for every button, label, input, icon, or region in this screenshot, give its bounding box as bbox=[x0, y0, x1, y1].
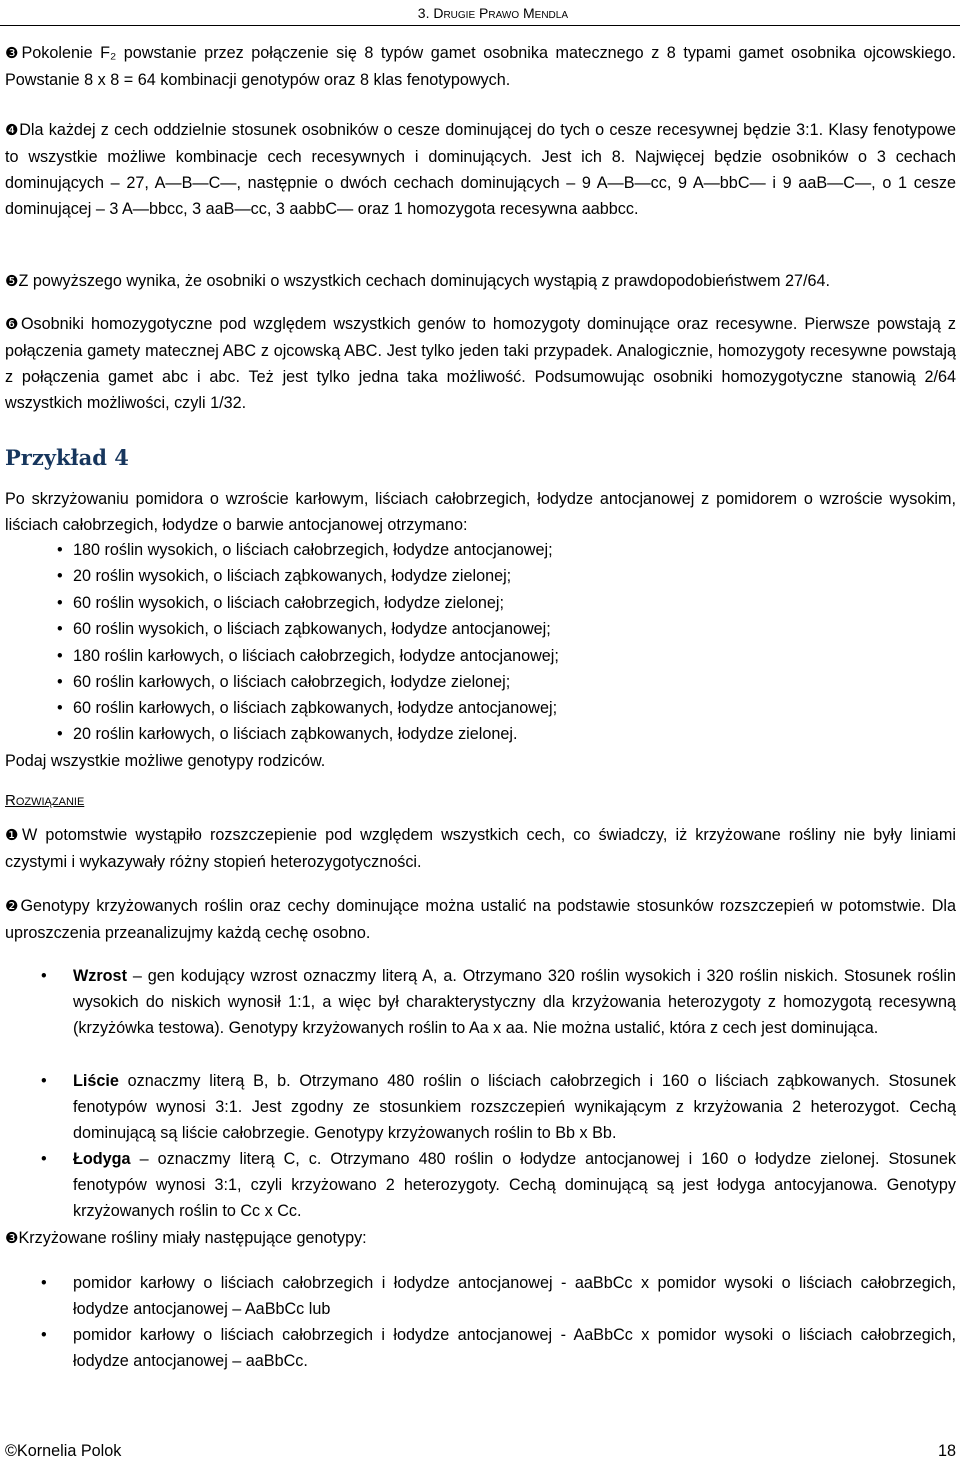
result-item: • 60 roślin wysokich, o liściach całobrzegich, łodydze zielonej; bbox=[57, 590, 956, 616]
bullet-dot-icon: • bbox=[57, 620, 63, 638]
chapter-header bbox=[418, 0, 568, 26]
example-question: Podaj wszystkie możliwe genotypy rodziców. bbox=[5, 752, 326, 770]
bullet-dot-icon: • bbox=[57, 541, 63, 559]
result-item: • 20 roślin wysokich, o liściach ząbkowanych, łodydze zielonej; bbox=[57, 563, 956, 589]
trait-wzrost: • Wzrost – gen kodujący wzrost oznaczmy literą A, a. Otrzymano 320 roślin wysokich i 320 roślin niskich. Stosunek roślin wysokich do niskich wynosił 1:1, a więc był charakterystyczny dla krzyżowania heterozygoty z homozygotą recesywną (krzyżówka testowa). Genotypy krzyżowanych roślin to Aa x aa. Nie można ustalić, która z cech jest dominująca. bbox=[57, 963, 956, 1041]
paragraph-6: ❻Osobniki homozygotyczne pod względem wszystkich genów to homozygoty dominujące oraz recesywne. Pierwsze powstają z połączenia gamety matecznej ABC z ojcowską ABC. Jest tylko jeden taki przypadek. Analogicznie, homozygoty recesywne powstają z połączenia gamet abc i abc. Też jest tylko jedna taka możliwość. Podsumowując osobniki homozygotyczne stanowią 2/64 wszystkich możliwości, czyli 1/32. bbox=[5, 315, 957, 412]
footer-author: ©Kornelia Polok bbox=[5, 1442, 122, 1460]
header-rule bbox=[0, 25, 960, 26]
bullet-3-icon: ❸ bbox=[5, 45, 22, 62]
page-number: 18 bbox=[937, 1442, 956, 1460]
bullet-6-icon: ❻ bbox=[5, 316, 21, 333]
bullet-2-icon: ❷ bbox=[5, 898, 21, 915]
bullet-dot-icon: • bbox=[57, 673, 63, 691]
bullet-dot-icon: • bbox=[41, 1072, 47, 1090]
result-item: • 180 roślin karłowych, o liściach całobrzegich, łodydze antocjanowej; bbox=[57, 643, 956, 669]
example-title: Przykład 4 bbox=[5, 445, 129, 470]
solution-heading: Rozwiązanie bbox=[5, 792, 85, 809]
paragraph-4: ❹Dla każdej z cech oddzielnie stosunek osobników o cesze dominującej do tych o cesze recesywnej będzie 3:1. Klasy fenotypowe to wszystkie możliwe kombinacje cech recesywnych i dominujących. Jest ich 8. Najwięcej będzie osobników o 3 cechach dominujących – 27, A—B—C—, następnie o dwóch cechach dominujących – 9 A—B—cc, 9 A—bbC— i 9 aaB—C—, o 1 cesze dominującej – 3 A—bbcc, 3 aaB—cc, 3 aabbC— oraz 1 homozygota recesywna aabbcc. bbox=[5, 121, 956, 218]
genotype-option-1: • pomidor karłowy o liściach całobrzegich i łodydze antocjanowej - aaBbCc x pomidor wysoki o liściach całobrzegich, łodydze antocjanowej – AaBbCc lub bbox=[57, 1270, 956, 1322]
bullet-dot-icon: • bbox=[57, 647, 63, 665]
solution-step-2: ❷Genotypy krzyżowanych roślin oraz cechy dominujące można ustalić na podstawie stosunków rozszczepień w potomstwie. Dla uproszczenia przeanalizujmy każdą cechę osobno. bbox=[5, 897, 957, 942]
bullet-dot-icon: • bbox=[57, 567, 63, 585]
trait-liscie: • Liście oznaczmy literą B, b. Otrzymano 480 roślin o liściach całobrzegich i 160 o liściach ząbkowanych. Stosunek fenotypów wynosi 3:1. Jest zgodny ze stosunkiem rozszczepień wynikającym z krzyżowania 2 heterozygot. Cechą dominującą są liście całobrzegie. Genotypy krzyżowanych roślin to Bb x Bb. bbox=[57, 1068, 956, 1146]
bullet-5-icon: ❺ bbox=[5, 273, 19, 290]
result-item: • 60 roślin karłowych, o liściach ząbkowanych, łodydze antocjanowej; bbox=[57, 695, 956, 721]
bullet-dot-icon: • bbox=[57, 594, 63, 612]
bullet-3b-icon: ❸ bbox=[5, 1230, 19, 1247]
chapter-title: 3. Drugie Prawo Mendla bbox=[417, 5, 568, 21]
result-item: • 60 roślin karłowych, o liściach całobrzegich, łodydze zielonej; bbox=[57, 669, 956, 695]
page-footer bbox=[5, 1438, 956, 1464]
example-intro: Po skrzyżowaniu pomidora o wzroście karłowym, liściach całobrzegich, łodydze antocjanowej z pomidorem o wzroście wysokim, liściach całobrzegich, łodydze o barwie antocjanowej otrzymano: bbox=[5, 490, 956, 534]
solution-step-3: ❸Krzyżowane rośliny miały następujące genotypy: bbox=[5, 1229, 367, 1247]
trait-lodyga: • Łodyga – oznaczmy literą C, c. Otrzymano 480 roślin o łodydze antocjanowej i 160 o łodydze zielonej. Stosunek fenotypów wynosi 3:1, czyli krzyżowano 2 heterozygoty. Cechą dominującą są jest łodyga antocyjanowa. Genotypy krzyżowanych roślin to Cc x Cc. bbox=[57, 1146, 956, 1224]
paragraph-5: ❺Z powyższego wynika, że osobniki o wszystkich cechach dominujących wystąpią z prawdopodobieństwem 27/64. bbox=[5, 272, 831, 290]
bullet-dot-icon: • bbox=[41, 1150, 47, 1168]
result-item: • 20 roślin karłowych, o liściach ząbkowanych, łodydze zielonej. bbox=[57, 721, 956, 747]
bullet-dot-icon: • bbox=[57, 699, 63, 717]
solution-step-1: ❶W potomstwie wystąpiło rozszczepienie pod względem wszystkich cech, co świadczy, iż krzyżowane rośliny nie były liniami czystymi i wykazywały różny stopień heterozygotyczności. bbox=[5, 826, 957, 871]
result-item: • 180 roślin wysokich, o liściach całobrzegich, łodydze antocjanowej; bbox=[57, 537, 956, 563]
bullet-4-icon: ❹ bbox=[5, 122, 20, 139]
bullet-dot-icon: • bbox=[41, 1326, 47, 1344]
bullet-dot-icon: • bbox=[57, 725, 63, 743]
bullet-1-icon: ❶ bbox=[5, 827, 23, 844]
paragraph-3: ❸Pokolenie F₂ powstanie przez połączenie się 8 typów gamet osobnika matecznego z 8 typami gamet osobnika ojcowskiego. Powstanie 8 x 8 = 64 kombinacji genotypów oraz 8 klas fenotypowych. bbox=[5, 44, 956, 89]
bullet-dot-icon: • bbox=[41, 967, 47, 985]
result-item: • 60 roślin wysokich, o liściach ząbkowanych, łodydze antocjanowej; bbox=[57, 616, 956, 642]
genotype-option-2: • pomidor karłowy o liściach całobrzegich i łodydze antocjanowej - AaBbCc x pomidor wysoki o liściach całobrzegich, łodydze antocjanowej – aaBbCc. bbox=[57, 1322, 956, 1374]
bullet-dot-icon: • bbox=[41, 1274, 47, 1292]
